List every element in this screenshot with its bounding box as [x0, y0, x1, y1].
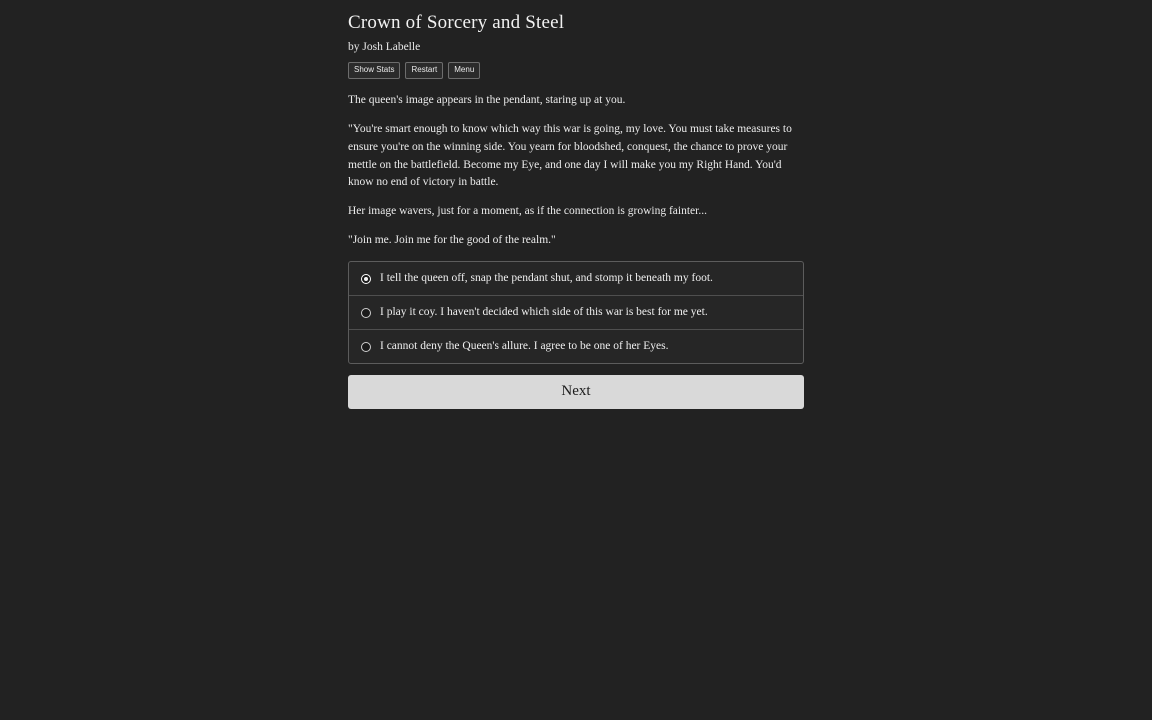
choice-option[interactable]: [349, 262, 803, 296]
restart-button[interactable]: Restart: [405, 62, 443, 79]
radio-icon[interactable]: [361, 308, 371, 318]
radio-icon[interactable]: [361, 342, 371, 352]
story-text: [348, 92, 804, 251]
author-byline: by Josh Labelle: [348, 40, 421, 53]
choice-list: [348, 261, 804, 364]
story-paragraph: The queen's image appears in the pendant, staring up at you.: [348, 93, 626, 106]
choice-label: I cannot deny the Queen's allure. I agree to be one of her Eyes.: [380, 340, 669, 353]
game-page: [348, 0, 804, 409]
choice-option[interactable]: [349, 296, 803, 330]
choice-option[interactable]: [349, 330, 803, 363]
radio-icon[interactable]: [361, 274, 371, 284]
menu-button[interactable]: Menu: [448, 62, 480, 79]
next-button[interactable]: Next: [348, 375, 804, 409]
show-stats-button[interactable]: Show Stats: [348, 62, 400, 79]
toolbar: [348, 62, 804, 79]
story-paragraph: "Join me. Join me for the good of the realm.": [348, 234, 556, 247]
story-paragraph: Her image wavers, just for a moment, as if the connection is growing fainter...: [348, 205, 707, 218]
choice-label: I tell the queen off, snap the pendant shut, and stomp it beneath my foot.: [380, 272, 713, 285]
story-paragraph: "You're smart enough to know which way this war is going, my love. You must take measures to ensure you're on the winning side. You yearn for bloodshed, conquest, the chance to prove your mettle on the battlefield. Become my Eye, and one day I will make you my Right Hand. You'd know no end of victory in battle.: [348, 122, 792, 189]
choice-label: I play it coy. I haven't decided which side of this war is best for me yet.: [380, 306, 708, 319]
page-title: Crown of Sorcery and Steel: [348, 12, 565, 33]
